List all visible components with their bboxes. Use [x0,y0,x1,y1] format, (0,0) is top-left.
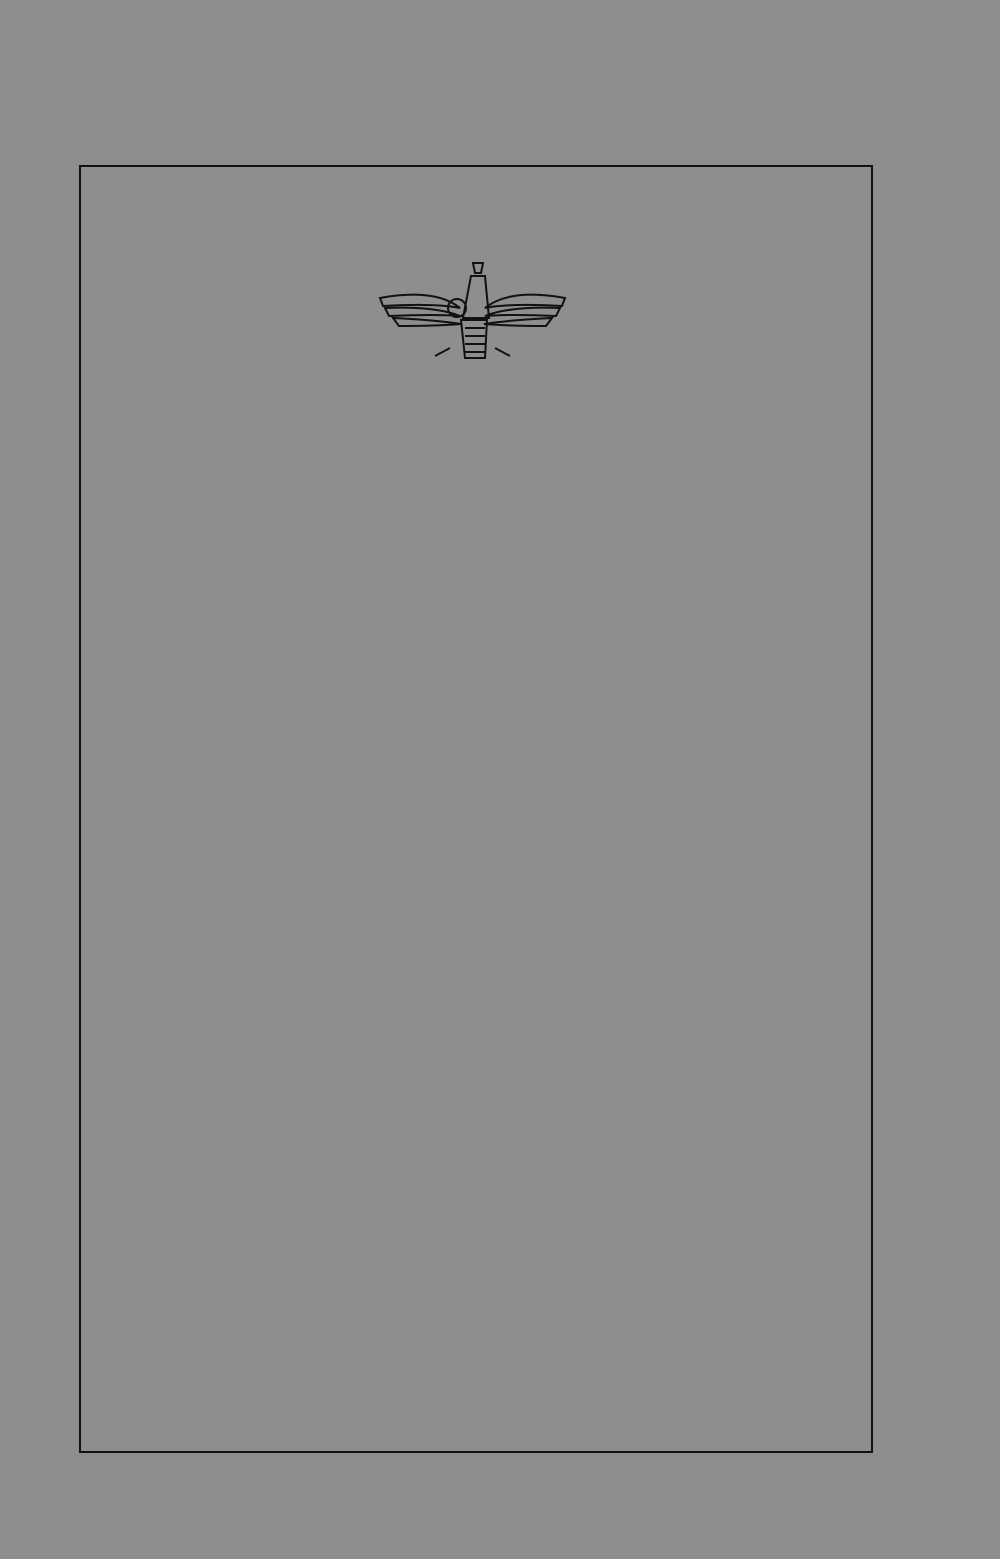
running-head [0,98,1000,138]
winged-figure-emblem-icon [375,258,570,370]
